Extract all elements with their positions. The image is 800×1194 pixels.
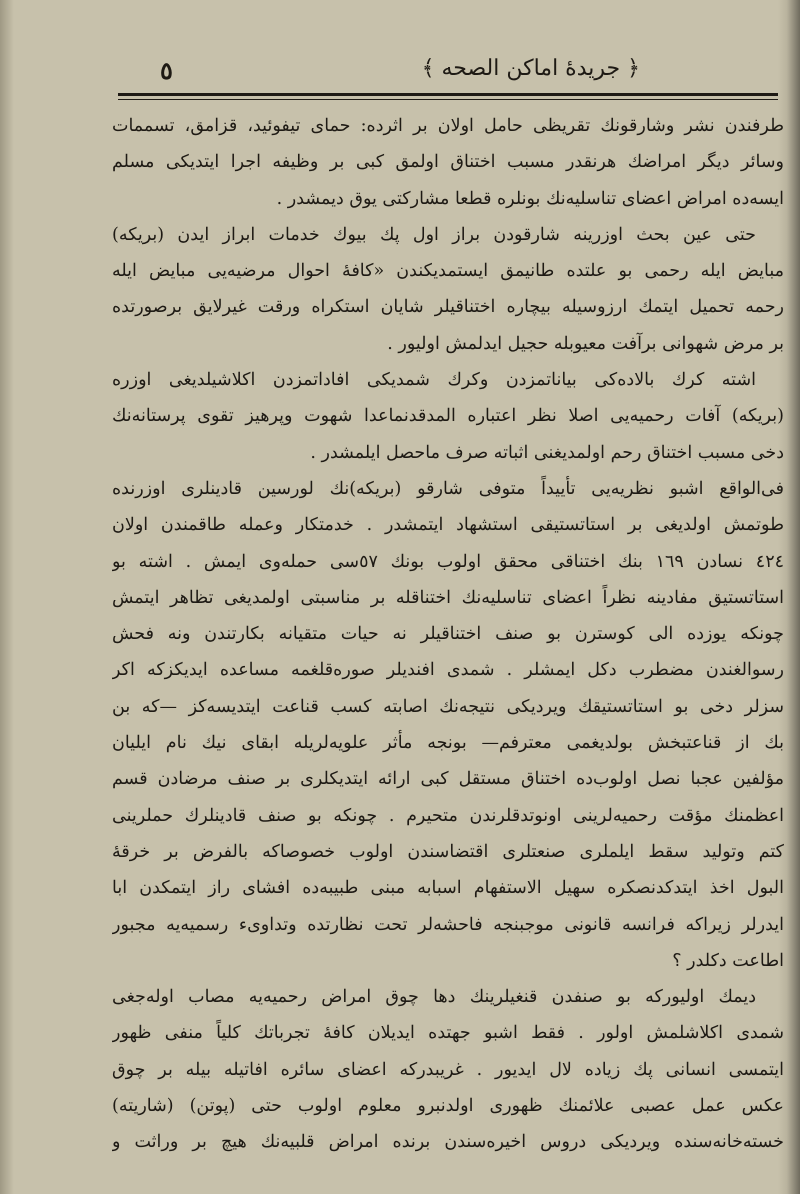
text-line: مبايض ايله رحمى بو علتده طانيمق ايستمديكندن «كافهٔ احوال مرضيه‌يى مبايض ايله bbox=[112, 261, 784, 282]
text-line: ٤٢٤ نسادن ١٦٩ بنك اختناقى محقق اولوب بونك ٥٧سى حمله‌وى ايمش . اشته بو bbox=[112, 551, 784, 572]
text-line: حتى عين بحث اوزرينه شارقودن براز اول پك بيوك خدمات ابراز ايدن (بريكه) bbox=[112, 224, 756, 245]
text-line: فى‌الواقع اشبو نظريه‌يى تأييداً متوفى شارقو (بريكه)نك لورسين قادينلرى اوزرنده bbox=[112, 478, 784, 499]
text-line: ايسه‌ده امراض اعضاى تناسليه‌نك بونلره قطعا مشاركتى يوق ديمشدر . bbox=[276, 188, 784, 209]
text-line: مؤلفين عجبا نصل اولوب‌ده اختناق مستقل كبى ارائه ايتديكلرى بر صنف مرضادن قسم bbox=[112, 769, 784, 790]
text-line: وسائر ديگر امراضك هرنقدر مسبب اختناق اولمق كبى بر وظيفه اجرا ايتديكى مسلم bbox=[112, 152, 784, 173]
text-line: طرفندن نشر وشارقونك تقريظى حامل اولان بر اثرده: حماى تيفوئيد، قزامق، تسممات bbox=[112, 116, 784, 136]
page-number: ٥ bbox=[160, 56, 173, 85]
text-line: استاتستيق مفادينه نظراً اعضاى تناسليه‌نك اختناقله بر مناسبتى اولمديغى تظاهر ايتمش bbox=[112, 587, 784, 608]
header-rule-thin bbox=[118, 99, 778, 100]
text-line: كتم وتوليد سقط ايلملرى صنعتلرى اقتضاسندن اولوب خصوصاكه بالفرض بر خرقهٔ bbox=[112, 841, 784, 862]
text-line: ايدرلر زيراكه فرانسه قانونى موجبنجه فاحشه‌لر تحت نظارتده وتداوىء رسميه‌يه مجبور bbox=[112, 914, 784, 935]
text-line: عكس عمل عصبى علائمنك ظهورى اولدنبرو معلوم اولوب حتى (پوتن) (شاريته) bbox=[112, 1096, 784, 1117]
text-line: رسوالغندن مضطرب دكل ايمشلر . شمدى افنديلر صوره‌قلغمه مساعده ايديكزكه اكر bbox=[112, 660, 784, 681]
text-line: شمدى اكلاشلمش اولور . فقط اشبو جهتده ايديلان كافهٔ تجرباتك كلياً منفى ظهور bbox=[112, 1023, 784, 1044]
article-body bbox=[112, 108, 784, 1168]
page-header bbox=[120, 56, 680, 92]
text-line: خسته‌خانه‌سنده ويرديكى دروس اخيره‌سندن برنده امراض قلبيه‌نك هيچ بر وراثت و bbox=[112, 1132, 784, 1153]
text-line: طوتمش اولديغى بر استاتستيقى استشهاد ايتمشدر . خدمتكار وعمله طاقمندن اولان bbox=[112, 515, 784, 536]
text-line: (بريكه) آفات رحميه‌يى اصلا نظر اعتباره المدقدنماعدا شهوت وپرهيز تقوى پرستانه‌نك bbox=[112, 406, 784, 427]
page-edge-left bbox=[0, 0, 14, 1194]
text-line: ايتمسى انسانى پك زياده لال ايديور . غريبدركه اعضاى سائره افاتيله بيله بر چوق bbox=[112, 1059, 784, 1080]
text-line: چونكه يوزده الى كوسترن بو صنف اختناقيلر نه حيات متقيانه بكارتندن ونه فحش bbox=[112, 624, 784, 645]
text-line: دخى مسبب اختناق رحم اولمديغنى اثباته صرف ماحصل ايلمشدر . bbox=[310, 442, 784, 463]
text-line: ديمك اوليوركه بو صنفدن قنغيلرينك دها چوق امراض رحميه‌يه مصاب اوله‌جغى bbox=[112, 987, 756, 1008]
header-rule-thick bbox=[118, 93, 778, 96]
text-line: اعظمنك مؤقت رحميه‌لرينى اونوتدقلرندن متحيرم . چونكه بو صنف قادينلرك حملرينى bbox=[112, 805, 784, 826]
text-line: البول اخذ ايتدكدنصكره سهيل الاستفهام اسبابه مبنى طبيبه‌ده افشاى راز ايتمكدن ابا bbox=[112, 878, 784, 899]
text-line: اطاعت دكلدر ؟ bbox=[672, 950, 784, 971]
text-line: اشته كرك بالاده‌كى بياناتمزدن وكرك شمديكى افاداتمزدن اكلاشيلديغى اوزره bbox=[112, 370, 756, 391]
text-line: بر مرض شهوانى برآفت معيوبله حجيل ايدلمش اوليور . bbox=[387, 333, 784, 354]
journal-title: ﴿ جريدهٔ اماكن الصحه ﴾ bbox=[421, 56, 640, 81]
text-line: بك از قناعتبخش بولديغمى معترفم— بونجه مأثر علويه‌لريله ابقاى نيك نام ايليان bbox=[112, 733, 784, 754]
text-line: رحمه تحميل ايتمك ارزوسيله بيچاره اختناقيلر شايان استكراه ورقت غيرلايق برصورتده bbox=[112, 297, 784, 318]
text-line: سزلر دخى بو استاتستيقك ويرديكى نتيجه‌نك اصابته كسب قناعت ايتديسه‌كز —كه بن bbox=[112, 696, 784, 717]
